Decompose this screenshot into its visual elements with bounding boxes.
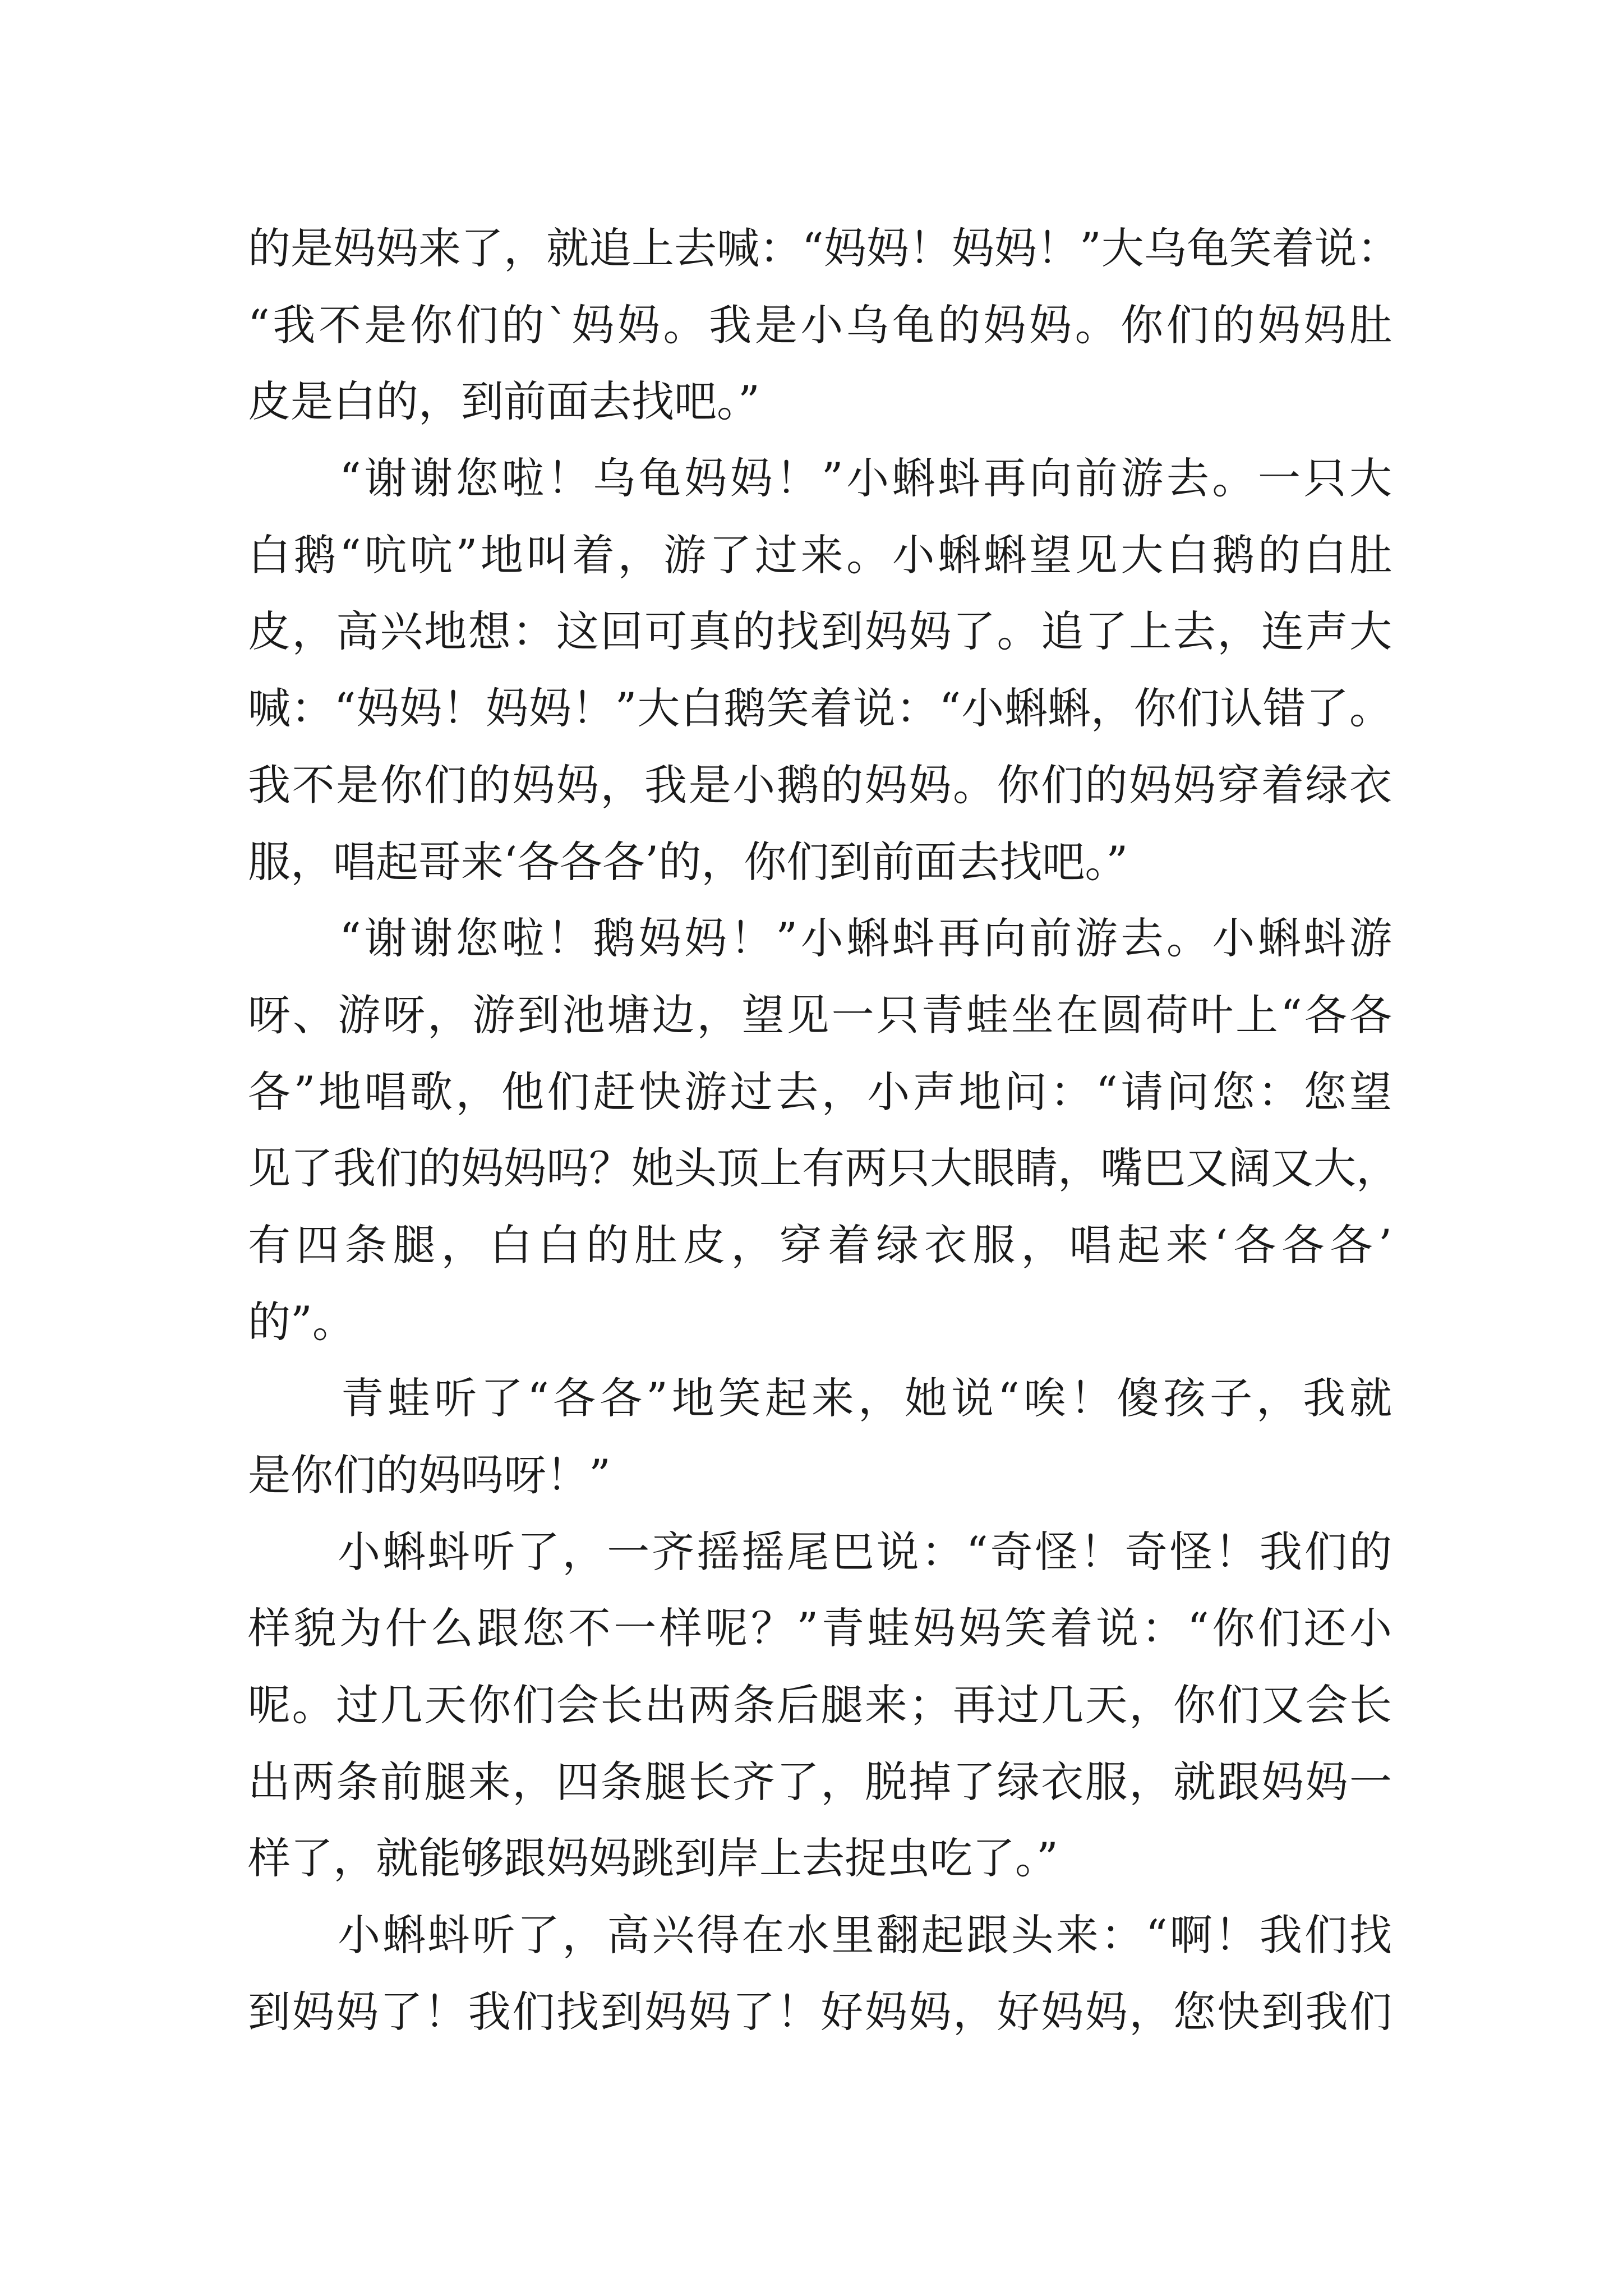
text-line: 呢。过几天你们会长出两条后腿来；再过几天，你们又会长 <box>248 1680 1392 1731</box>
text-line: 服，唱起哥来‘各各各’的，你们到前面去找吧。” <box>248 836 1128 887</box>
text-line: 见了我们的妈妈吗？她头顶上有两只大眼睛，嘴巴又阔又大， <box>248 1143 1399 1194</box>
text-line: 有四条腿，白白的肚皮，穿着绿衣服，唱起来‘各各各’ <box>248 1220 1392 1270</box>
text-line: 小蝌蚪听了，一齐摇摇尾巴说：“奇怪！奇怪！我们的 <box>248 1526 1392 1577</box>
story-text <box>248 210 1400 2051</box>
text-line: 我不是你们的妈妈，我是小鹅的妈妈。你们的妈妈穿着绿衣 <box>248 760 1392 810</box>
text-line: “谢谢您啦！乌龟妈妈！”小蝌蚪再向前游去。一只大 <box>248 453 1392 504</box>
text-line: 的”。 <box>248 1296 355 1347</box>
text-line: 的是妈妈来了，就追上去喊：“妈妈！妈妈！”大乌龟笑着说： <box>248 223 1400 273</box>
text-line: 样貌为什么跟您不一样呢？”青蛙妈妈笑着说：“你们还小 <box>248 1603 1392 1654</box>
text-line: 喊：“妈妈！妈妈！”大白鹅笑着说：“小蝌蝌，你们认错了。 <box>248 683 1392 734</box>
text-line: 是你们的妈吗呀！” <box>248 1450 611 1500</box>
text-line: 白鹅“吭吭”地叫着，游了过来。小蝌蝌望见大白鹅的白肚 <box>248 530 1392 580</box>
text-line: “谢谢您啦！鹅妈妈！”小蝌蚪再向前游去。小蝌蚪游 <box>248 913 1392 964</box>
text-line: 各”地唱歌，他们赶快游过去，小声地问：“请问您：您望 <box>248 1066 1392 1117</box>
text-line: 到妈妈了！我们找到妈妈了！好妈妈，好妈妈，您快到我们 <box>248 1986 1392 2037</box>
text-line: “我不是你们的`妈妈。我是小乌龟的妈妈。你们的妈妈肚 <box>248 300 1392 350</box>
text-line: 皮是白的，到前面去找吧。” <box>248 376 760 427</box>
text-line: 出两条前腿来，四条腿长齐了，脱掉了绿衣服，就跟妈妈一 <box>248 1756 1392 1807</box>
text-line: 青蛙听了“各各”地笑起来，她说“唉！傻孩子，我就 <box>248 1373 1392 1424</box>
text-line: 小蝌蚪听了，高兴得在水里翻起跟头来：“啊！我们找 <box>248 1910 1392 1961</box>
text-line: 呀、游呀，游到池塘边，望见一只青蛙坐在圆荷叶上“各各 <box>248 990 1392 1040</box>
text-line: 样了，就能够跟妈妈跳到岸上去捉虫吃了。” <box>248 1833 1058 1884</box>
text-line: 皮，高兴地想：这回可真的找到妈妈了。追了上去，连声大 <box>248 606 1392 657</box>
